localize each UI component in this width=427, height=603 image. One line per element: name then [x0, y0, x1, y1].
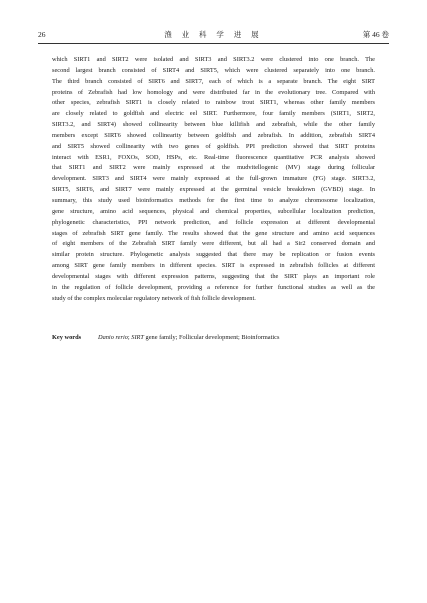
page-number: 26 — [38, 30, 46, 39]
text-line: summary, this study used bioinformatics methods for the first time to analyze chromosome localization, — [52, 196, 375, 204]
text-line: SIRT5, SIRT6, and SIRT7 were mainly expressed at the germinal vesicle breakdown (GVBD) stage. In — [52, 186, 375, 194]
text-line: development. SIRT3 and SIRT4 were mainly expressed at the full-grown immature (FG) stage. SIRT3.2, — [52, 175, 375, 183]
text-line: phylogenetic characteristics, PPI network prediction, and follicle expression at different developmental — [52, 218, 375, 226]
journal-title: 渔 业 科 学 进 展 — [164, 30, 263, 39]
keyword-gene: SIRT — [131, 334, 144, 341]
header-rule — [38, 43, 389, 44]
text-line: members except SIRT6 showed collinearity between goldfish and zebrafish. In addition, zebrafish SIRT4 — [52, 131, 375, 139]
text-line: among SIRT gene family members in different species. SIRT is expressed in zebrafish follicles at different — [52, 262, 375, 270]
keywords-line — [52, 333, 375, 344]
text-line: proteins of Zebrafish had low homology and were distributed far in the evolutionary tree. Compared with — [52, 88, 375, 96]
text-line: other species, zebrafish SIRT1 is closely related to rainbow trout SIRT1, whereas other family members — [52, 99, 375, 107]
text-line: SIRT3.2, and SIRT4) showed collinearity between blue killifish and zebrafish, while the other family — [52, 121, 375, 129]
keyword-rest: gene family; Follicular development; Bioinformatics — [143, 334, 280, 341]
text-line: of eight members of the Zebrafish SIRT family were different, but all had a Sir2 conserved domain and — [52, 240, 375, 248]
text-line: similar protein structure. Phylogenetic analysis suggested that there may be replication or fusion events — [52, 251, 375, 259]
text-line: which SIRT1 and SIRT2 were isolated and SIRT3 and SIRT3.2 were clustered into one branch. The — [52, 56, 375, 63]
abstract-body — [52, 55, 375, 304]
keyword-species: Danio rerio — [98, 334, 128, 341]
volume-label: 第 46 卷 — [362, 30, 389, 39]
keywords-label: Key words — [52, 334, 82, 341]
text-line: study of the complex molecular regulatory network of fish follicle development. — [52, 294, 256, 302]
text-line: developmental stages with different expression patterns, suggesting that the SIRT plays an important role — [52, 272, 375, 280]
text-line: second largest branch consisted of SIRT4 and SIRT5, which were clustered separately into one branch. — [52, 66, 375, 74]
text-line: stages of zebrafish SIRT gene family. The results showed that the gene structure and amino acid sequences — [52, 229, 375, 237]
text-line: that SIRT1 and SIRT2 were mainly expressed at the mudvitellogenic (MV) stage during follicular — [52, 164, 375, 172]
text-line: gene structure, amino acid sequences, physical and chemical properties, subcellular localization prediction, — [52, 207, 375, 215]
text-line: interact with ESR1, FOXOs, SOD, HSPs, etc. Real-time fluorescence quantitative PCR analysis showed — [52, 153, 375, 161]
text-line: and SIRT5 showed collinearity with two genes of goldfish. PPI prediction showed that SIRT proteins — [52, 142, 375, 150]
text-line: The third branch consisted of SIRT6 and SIRT7, each of which is a separate branch. The eight SIRT — [52, 77, 375, 85]
keyword-separator: ; — [127, 334, 132, 341]
running-header — [38, 29, 389, 41]
text-line: in the regulation of follicle development, providing a reference for further functional studies as well as the — [52, 283, 375, 291]
text-line: are closely related to goldfish and electric eel SIRT. Furthermore, four family members (SIRT1, SIRT2, — [52, 110, 375, 118]
